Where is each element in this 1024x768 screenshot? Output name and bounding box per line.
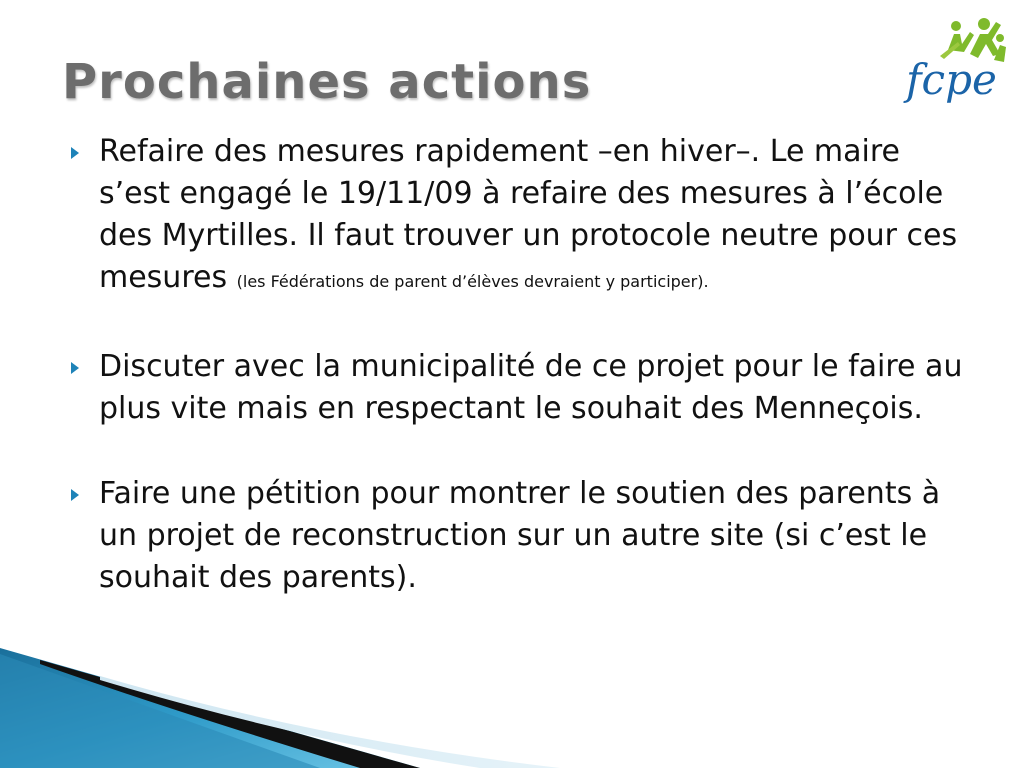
bullet-text: Faire une pétition pour montrer le soutien des parents à un projet de reconstruction sur un autre site (si c’est le souhait des parents). bbox=[99, 476, 941, 595]
bullet-item-municipality bbox=[62, 346, 980, 430]
triangle-right-icon bbox=[71, 489, 79, 501]
bullet-note: (les Fédérations de parent d’élèves devraient y participer). bbox=[236, 272, 709, 291]
fcpe-logo bbox=[900, 14, 1012, 104]
bullet-text: Refaire des mesures rapidement –en hiver–. Le maire s’est engagé le 19/11/09 à refaire des mesures à l’école des Myrtilles. Il faut trouver un protocole neutre pour ces mesures bbox=[99, 134, 958, 295]
bullet-list bbox=[62, 131, 980, 599]
triangle-right-icon bbox=[71, 147, 79, 159]
blue-swoosh-graphic bbox=[0, 640, 1024, 768]
fcpe-logo-text: fcpe bbox=[906, 55, 997, 104]
triangle-right-icon bbox=[71, 362, 79, 374]
bullet-item-petition bbox=[62, 473, 980, 599]
bullet-item-measurements bbox=[62, 131, 980, 303]
bullet-text: Discuter avec la municipalité de ce projet pour le faire au plus vite mais en respectant le souhait des Menneçois. bbox=[99, 349, 963, 426]
slide-title: Prochaines actions bbox=[62, 54, 592, 110]
